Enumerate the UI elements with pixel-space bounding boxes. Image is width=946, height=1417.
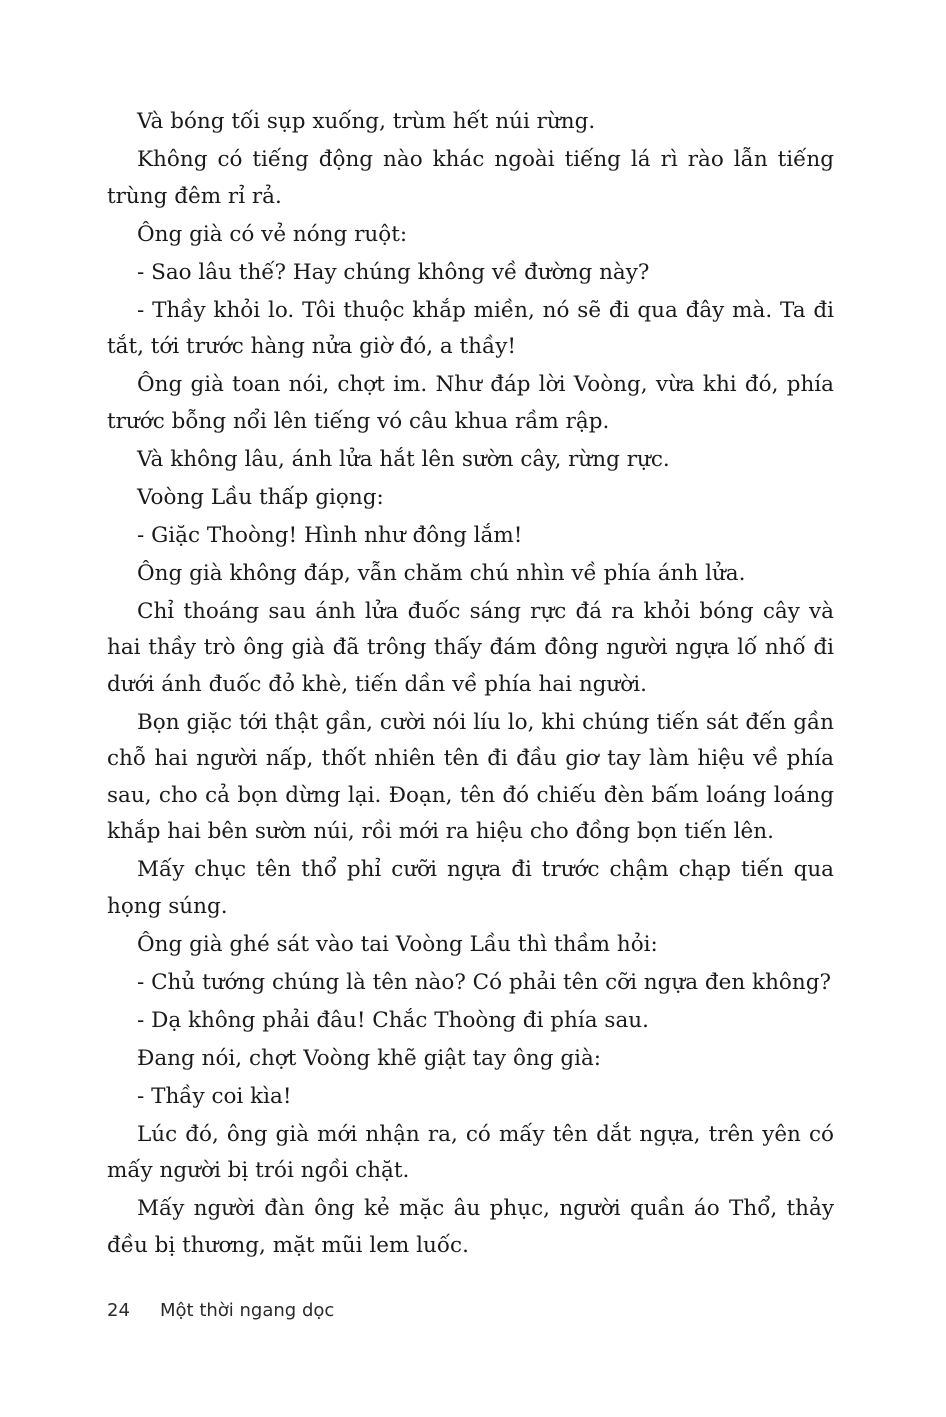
paragraph: Chỉ thoáng sau ánh lửa đuốc sáng rực đá ra khỏi bóng cây và hai thầy trò ông già đã trông thấy đám đông người ngựa lố nhố đi dưới ánh đuốc đỏ khè, tiến dần về phía hai người. <box>107 598 834 697</box>
dialogue-line: - Thầy khỏi lo. Tôi thuộc khắp miền, nó sẽ đi qua đây mà. Ta đi tắt, tới trước hàng nửa giờ đó, a thầy! <box>107 297 834 359</box>
paragraph: Đang nói, chợt Voòng khẽ giật tay ông già: <box>137 1045 602 1071</box>
dialogue-line: - Giặc Thoòng! Hình như đông lắm! <box>137 522 523 548</box>
paragraph: Mấy người đàn ông kẻ mặc âu phục, người quần áo Thổ, thảy đều bị thương, mặt mũi lem luốc. <box>107 1196 834 1258</box>
dialogue-line: - Thầy coi kìa! <box>137 1083 292 1109</box>
dialogue-line: - Sao lâu thế? Hay chúng không về đường này? <box>137 259 650 285</box>
dialogue-line: - Dạ không phải đâu! Chắc Thoòng đi phía sau. <box>137 1007 649 1033</box>
paragraph: Bọn giặc tới thật gần, cười nói líu lo, khi chúng tiến sát đến gần chỗ hai người nấp, thốt nhiên tên đi đầu giơ tay làm hiệu về phía sau, cho cả bọn dừng lại. Đoạn, tên đó chiếu đèn bấm loáng loáng khắp hai bên sườn núi, rồi mới ra hiệu cho đồng bọn tiến lên. <box>107 709 834 844</box>
paragraph: Voòng Lầu thấp giọng: <box>137 484 384 510</box>
page-footer <box>107 1300 334 1321</box>
page-number: 24 <box>107 1300 130 1321</box>
paragraph: Lúc đó, ông già mới nhận ra, có mấy tên dắt ngựa, trên yên có mấy người bị trói ngồi chặt. <box>107 1121 834 1183</box>
paragraph: Ông già toan nói, chợt im. Như đáp lời Voòng, vừa khi đó, phía trước bỗng nổi lên tiếng vó câu khua rầm rập. <box>107 372 834 434</box>
page-body <box>107 104 834 1266</box>
paragraph: Ông già có vẻ nóng ruột: <box>137 221 408 247</box>
running-title: Một thời ngang dọc <box>160 1300 335 1321</box>
paragraph: Và bóng tối sụp xuống, trùm hết núi rừng. <box>137 109 596 134</box>
paragraph: Không có tiếng động nào khác ngoài tiếng lá rì rào lẫn tiếng trùng đêm rỉ rả. <box>107 147 834 209</box>
paragraph: Và không lâu, ánh lửa hắt lên sườn cây, rừng rực. <box>137 446 670 472</box>
paragraph: Ông già không đáp, vẫn chăm chú nhìn về phía ánh lửa. <box>137 560 746 586</box>
paragraph: Ông già ghé sát vào tai Voòng Lầu thì thầm hỏi: <box>137 931 658 957</box>
dialogue-line: - Chủ tướng chúng là tên nào? Có phải tên cỡi ngựa đen không? <box>137 969 832 995</box>
paragraph: Mấy chục tên thổ phỉ cưỡi ngựa đi trước chậm chạp tiến qua họng súng. <box>107 857 834 919</box>
